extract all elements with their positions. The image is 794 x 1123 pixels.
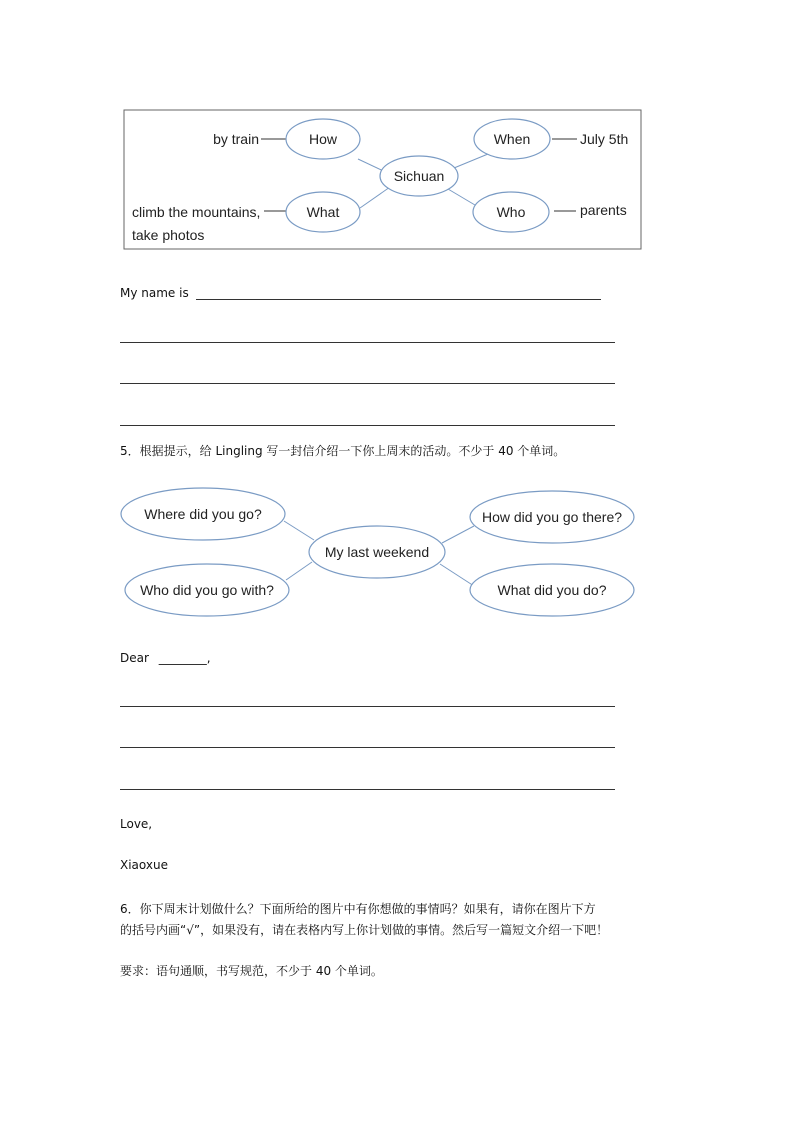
- q6-instruction-line1: 6．你下周末计划做什么？下面所给的图片中有你想做的事情吗？如果有，请你在图片下方: [120, 902, 596, 916]
- dear-blank[interactable]: ________,: [158, 651, 211, 665]
- q6-requirement: 要求：语句通顺，书写规范，不少于 40 个单词。: [120, 964, 383, 978]
- when-label: When: [493, 131, 531, 147]
- what-answer-line1: climb the mountains,: [132, 204, 261, 220]
- center-label: Sichuan: [393, 168, 445, 184]
- answer-line[interactable]: [120, 383, 615, 384]
- connector-bottom-right: [440, 564, 474, 586]
- how-there-label: How did you go there?: [481, 509, 623, 525]
- answer-line[interactable]: [196, 299, 601, 300]
- answer-line[interactable]: [120, 747, 615, 748]
- what-answer-line2: take photos: [132, 227, 205, 243]
- connector-bottom-left: [286, 562, 312, 580]
- answer-line[interactable]: [120, 706, 615, 707]
- what-do-label: What did you do?: [497, 582, 607, 598]
- connector-when: [454, 154, 488, 168]
- how-answer: by train: [213, 131, 259, 147]
- connector-top-right: [442, 526, 474, 543]
- who-with-label: Who did you go with?: [140, 582, 274, 598]
- how-label: How: [308, 131, 338, 147]
- my-name-prompt: My name is: [120, 286, 189, 300]
- answer-line[interactable]: [120, 425, 615, 426]
- q6-instruction-line2: 的括号内画“√”，如果没有，请在表格内写上你计划做的事情。然后写一篇短文介绍一下吧！: [120, 923, 609, 937]
- letter-closing: Love,: [120, 817, 153, 831]
- letter-greeting: [120, 651, 211, 665]
- who-answer: parents: [580, 202, 627, 218]
- connector-what: [360, 187, 390, 208]
- letter-signature: Xiaoxue: [120, 858, 168, 872]
- connector-top-left: [284, 521, 314, 540]
- weekend-mind-map: [118, 484, 642, 620]
- where-label: Where did you go?: [144, 506, 262, 522]
- sichuan-mind-map: [118, 104, 648, 254]
- answer-line[interactable]: [120, 342, 615, 343]
- answer-line[interactable]: [120, 789, 615, 790]
- when-answer: July 5th: [580, 131, 629, 147]
- dear-label: Dear: [120, 651, 149, 665]
- what-label: What: [306, 204, 340, 220]
- weekend-center-label: My last weekend: [324, 544, 430, 560]
- q5-instruction: 5．根据提示，给 Lingling 写一封信介绍一下你上周末的活动。不少于 40 个单词。: [120, 444, 566, 458]
- who-label: Who: [496, 204, 526, 220]
